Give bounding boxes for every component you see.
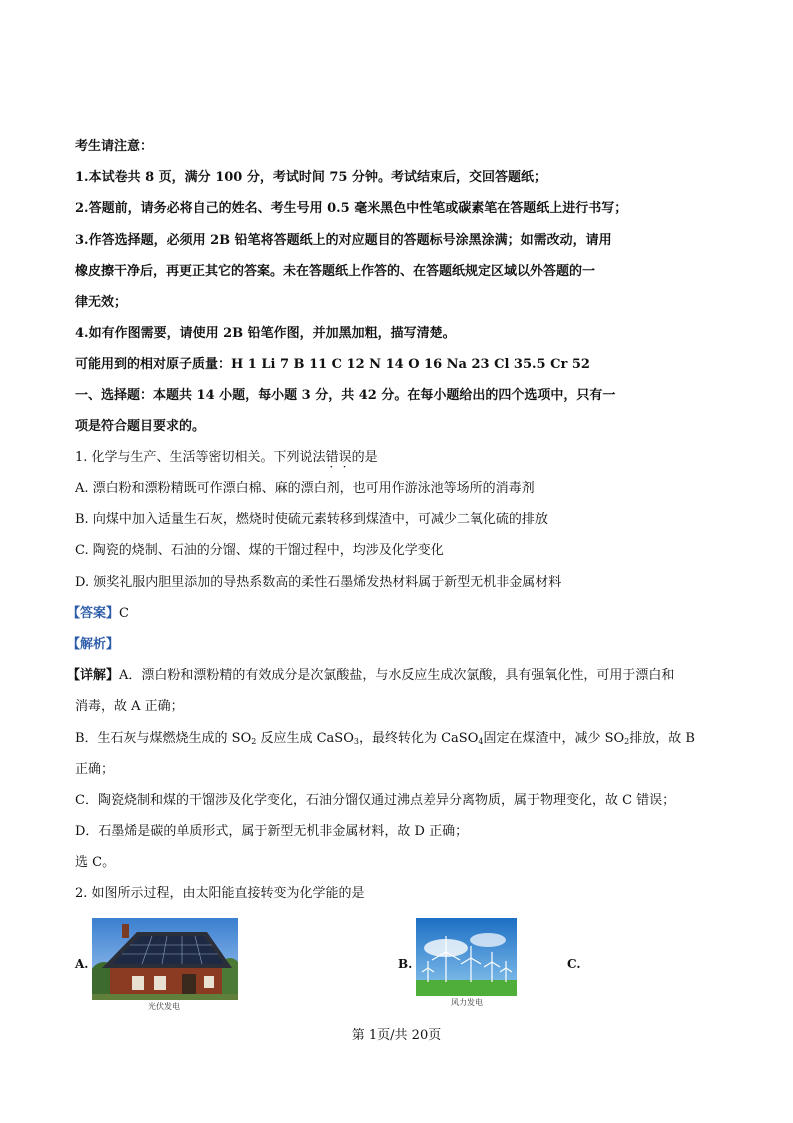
q1-option-d: D. 颁奖礼服内胆里添加的导热系数高的柔性石墨烯发热材料属于新型无机非金属材料 [75, 575, 562, 590]
section-heading-line2: 项是符合题目要求的。 [75, 419, 206, 434]
q1-detail-b [75, 731, 695, 750]
q2-option-b-label: B. [398, 957, 413, 971]
q1-stem-part-d: 的是 [351, 450, 378, 465]
sub-4: 4 [478, 737, 484, 746]
detail-tag: 【详解】 [67, 668, 120, 683]
q1-detail-c: C．陶瓷烧制和煤的干馏涉及化学变化，石油分馏仅通过沸点差异分离物质，属于物理变化，故 C 错误； [75, 793, 676, 808]
question-2-stem: 2. 如图所示过程，由太阳能直接转变为化学能的是 [75, 886, 365, 901]
q1-conclusion: 选 C。 [75, 855, 116, 870]
notice-item-3b: 橡皮擦干净后，再更正其它的答案。未在答题纸上作答的、在答题纸规定区域以外答题的一 [75, 264, 596, 279]
section-heading-line1: 一、选择题：本题共 14 小题，每小题 3 分，共 42 分。在每小题给出的四个选项中，只有一 [75, 388, 616, 403]
detail-b-part2: 反应生成 CaSO [256, 731, 354, 746]
sub-2-b: 2 [624, 737, 630, 746]
q1-detail-a [67, 668, 674, 684]
notice-item-2 [75, 201, 627, 217]
notice-item-1-text: 1.本试卷共 8 页，满分 100 分，考试时间 75 分钟。考试结束后，交回答题纸； [75, 170, 547, 185]
answer-tag: 【答案】 [67, 606, 120, 621]
detail-b-part5: 排放，故 B [629, 731, 695, 746]
q1-emphasis-char-2: 误 [338, 450, 352, 465]
q1-option-a: A. 漂白粉和漂粉精既可作漂白棉、麻的漂白剂，也可用作游泳池等场所的消毒剂 [75, 481, 535, 496]
detail-b-part3: ，最终转化为 CaSO [358, 731, 479, 746]
notice-item-3c: 律无效； [75, 295, 128, 310]
q2-caption-a: 光伏发电 [148, 1002, 180, 1011]
notice-title: 考生请注意： [75, 139, 154, 154]
sub-3: 3 [353, 737, 359, 746]
q1-detail-d: D．石墨烯是碳的单质形式，属于新型无机非金属材料，故 D 正确； [75, 824, 469, 839]
notice-item-4: 4.如有作图需要，请使用 2B 铅笔作图，并加黑加粗，描写清楚。 [75, 326, 456, 341]
q2-option-c-label: C. [567, 957, 581, 971]
q1-detail-b-line2: 正确； [75, 762, 115, 777]
detail-b-part4: 固定在煤渣中，减少 SO [483, 731, 625, 746]
answer-value: C [119, 606, 129, 621]
detail-a-line1: A．漂白粉和漂粉精的有效成分是次氯酸盐，与水反应生成次氯酸，具有强氧化性，可用于漂白和 [119, 668, 675, 683]
q1-detail-a-line2: 消毒，故 A 正确； [75, 699, 184, 714]
notice-item-2-text: 2.答题前，请务必将自己的姓名、考生号用 0.5 毫米黑色中性笔或碳素笔在答题纸上进行书写； [75, 201, 628, 216]
q1-emphasis-char-1: 错 [325, 450, 339, 465]
notice-item-1 [75, 170, 547, 186]
q1-answer [67, 606, 129, 622]
sub-2-a: 2 [251, 737, 257, 746]
detail-b-part1: B．生石灰与煤燃烧生成的 SO [75, 731, 252, 746]
atomic-mass-line: 可能用到的相对原子质量：H 1 Li 7 B 11 C 12 N 14 O 16 Na 23 Cl 35.5 Cr 52 [75, 357, 590, 372]
q1-option-c: C. 陶瓷的烧制、石油的分馏、煤的干馏过程中，均涉及化学变化 [75, 543, 444, 558]
analysis-tag: 【解析】 [67, 637, 120, 652]
question-1-stem [75, 450, 378, 466]
q1-analysis [67, 637, 119, 653]
wind-turbine-image [416, 918, 517, 996]
notice-item-3a: 3.作答选择题，必须用 2B 铅笔将答题纸上的对应题目的答题标号涂黑涂满；如需改动，请用 [75, 233, 612, 248]
q2-caption-b: 风力发电 [451, 998, 483, 1007]
q1-option-b: B. 向煤中加入适量生石灰，燃烧时使硫元素转移到煤渣中，可减少二氧化硫的排放 [75, 512, 548, 527]
page-footer: 第 1页/共 20页 [351, 1028, 442, 1043]
solar-house-image [92, 918, 238, 1000]
q1-stem-part-a: 1. 化学与生产、生活等密切相关。下列说法 [75, 450, 326, 465]
q2-option-a-label: A. [75, 957, 89, 971]
